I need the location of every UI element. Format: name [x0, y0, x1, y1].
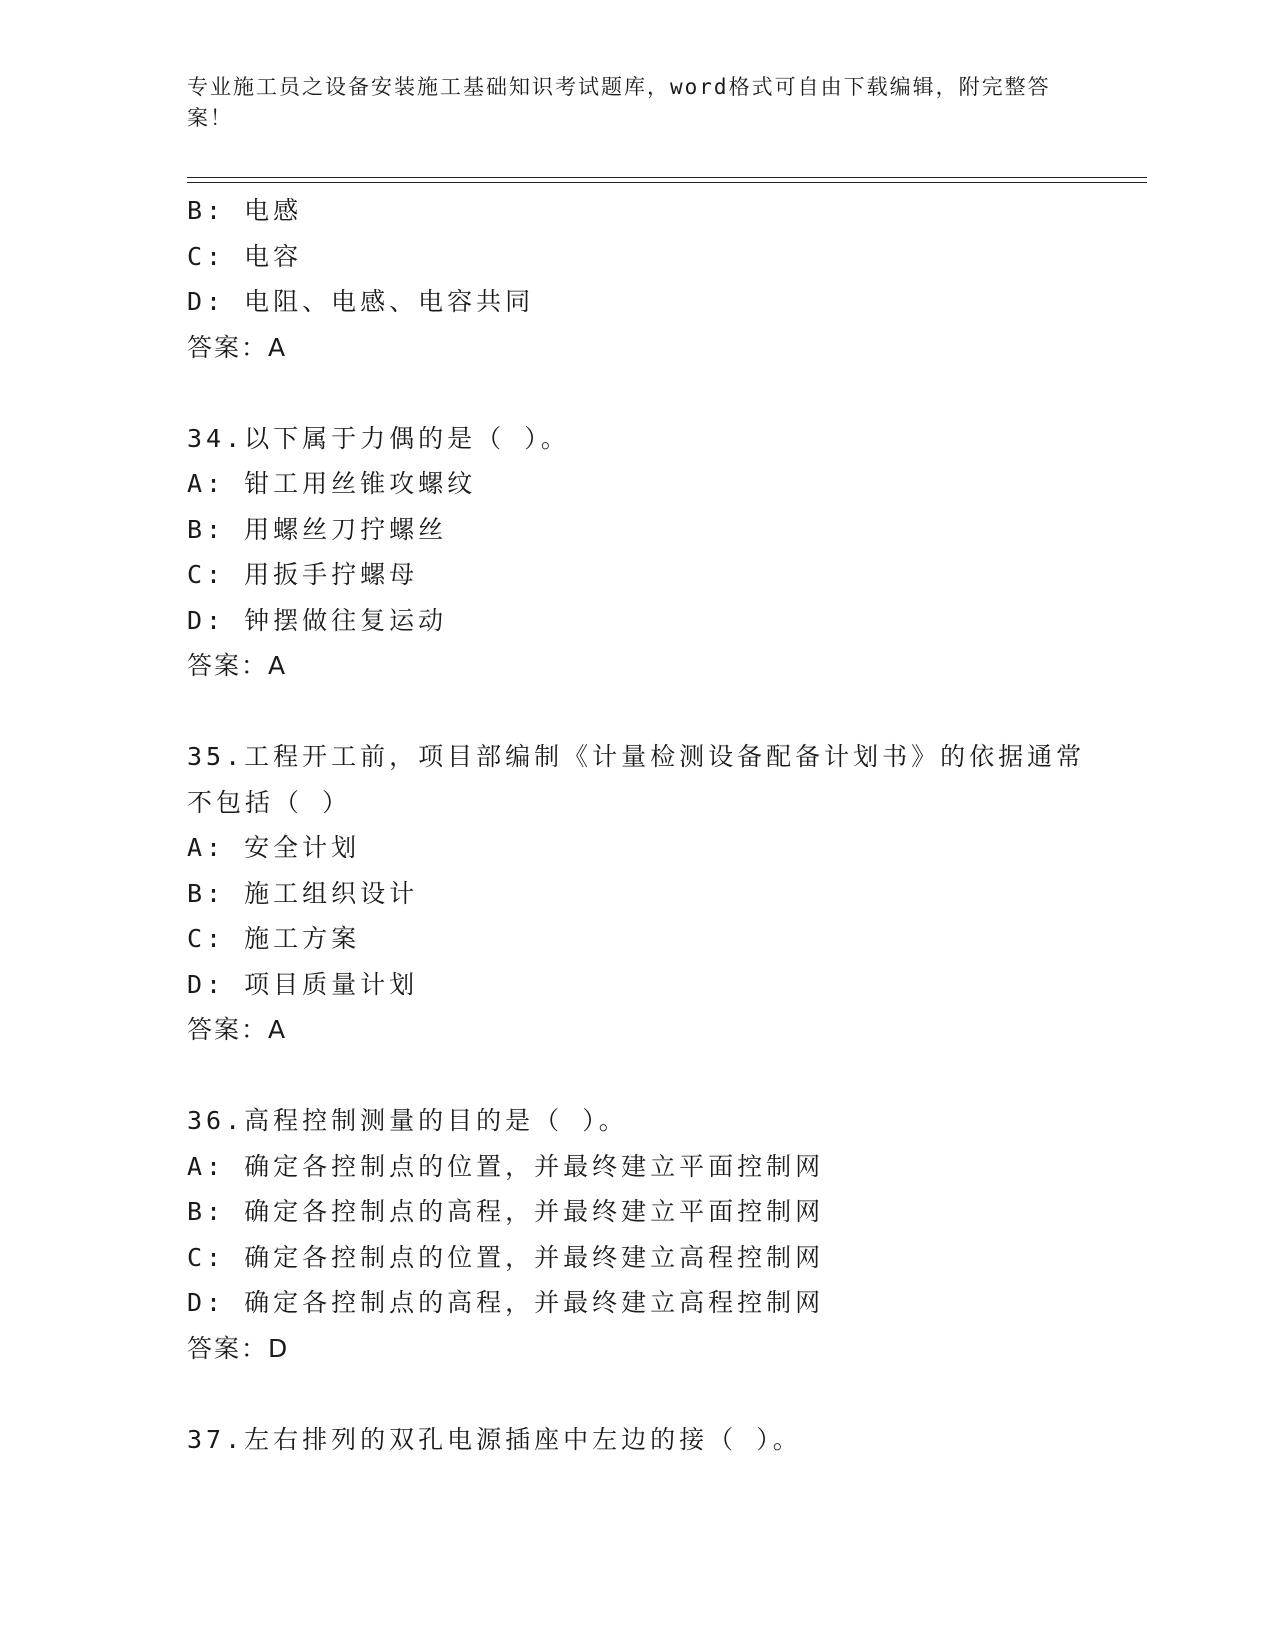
option-label: B:: [187, 514, 226, 544]
question-stem: 35.工程开工前，项目部编制《计量检测设备配备计划书》的依据通常: [187, 742, 1086, 771]
answer-line: 答案：A: [187, 332, 288, 362]
option-b: [187, 507, 1087, 553]
question-stem: 36.高程控制测量的目的是（ ）。: [187, 1106, 628, 1135]
option-text: 电感: [244, 196, 303, 225]
option-text: 项目质量计划: [244, 969, 419, 999]
option-text: 确定各控制点的位置，并最终建立平面控制网: [244, 1151, 825, 1181]
spacer: [187, 689, 1087, 735]
document-header: 专业施工员之设备安装施工基础知识考试题库，word格式可自由下载编辑，附完整答案！: [187, 75, 1051, 130]
header-divider-bottom: [187, 182, 1147, 183]
option-text: 安全计划: [244, 833, 361, 862]
option-d: [187, 279, 1087, 325]
option-d: [187, 1280, 1087, 1326]
answer-line: 答案：A: [187, 1015, 288, 1044]
question-stem: 34.以下属于力偶的是（ ）。: [187, 423, 570, 453]
option-c: [187, 234, 1087, 280]
option-label: D:: [187, 287, 226, 316]
option-label: A:: [187, 1151, 226, 1181]
option-text: 电阻、电感、电容共同: [244, 287, 535, 316]
option-a: [187, 1144, 1087, 1190]
spacer: [187, 1371, 1087, 1417]
option-text: 施工组织设计: [244, 878, 419, 908]
option-label: D:: [187, 969, 226, 999]
option-c: [187, 916, 1087, 962]
header-divider-top: [187, 177, 1147, 178]
question-stem: 37.左右排列的双孔电源插座中左边的接（ ）。: [187, 1424, 802, 1454]
option-text: 钳工用丝锥攻螺纹: [244, 469, 477, 498]
option-label: A:: [187, 469, 226, 498]
option-c: [187, 1235, 1087, 1281]
option-text: 用扳手拧螺母: [244, 560, 419, 589]
option-text: 确定各控制点的位置，并最终建立高程控制网: [244, 1242, 825, 1272]
option-label: C:: [187, 241, 226, 271]
option-text: 用螺丝刀拧螺丝: [244, 514, 448, 544]
option-text: 确定各控制点的高程，并最终建立高程控制网: [244, 1288, 825, 1317]
option-label: B:: [187, 878, 226, 908]
option-text: 施工方案: [244, 924, 361, 953]
question-content: [187, 188, 1087, 1462]
option-label: D:: [187, 605, 226, 635]
option-d: [187, 962, 1087, 1008]
answer-line: 答案：A: [187, 651, 288, 680]
option-c: [187, 552, 1087, 598]
option-label: C:: [187, 924, 226, 953]
spacer: [187, 1053, 1087, 1099]
option-label: B:: [187, 196, 226, 225]
option-a: [187, 825, 1087, 871]
answer-line: 答案：D: [187, 1333, 290, 1363]
option-b: [187, 871, 1087, 917]
option-text: 确定各控制点的高程，并最终建立平面控制网: [244, 1197, 825, 1226]
option-a: [187, 461, 1087, 507]
option-label: B:: [187, 1197, 226, 1226]
option-label: D:: [187, 1288, 226, 1317]
option-b: [187, 188, 1087, 234]
option-b: [187, 1189, 1087, 1235]
option-label: C:: [187, 1242, 226, 1272]
option-text: 电容: [244, 241, 303, 271]
spacer: [187, 370, 1087, 416]
question-stem-continued: 不包括（ ）: [187, 787, 352, 817]
option-label: C:: [187, 560, 226, 589]
option-label: A:: [187, 833, 226, 862]
option-d: [187, 598, 1087, 644]
option-text: 钟摆做往复运动: [244, 605, 448, 635]
